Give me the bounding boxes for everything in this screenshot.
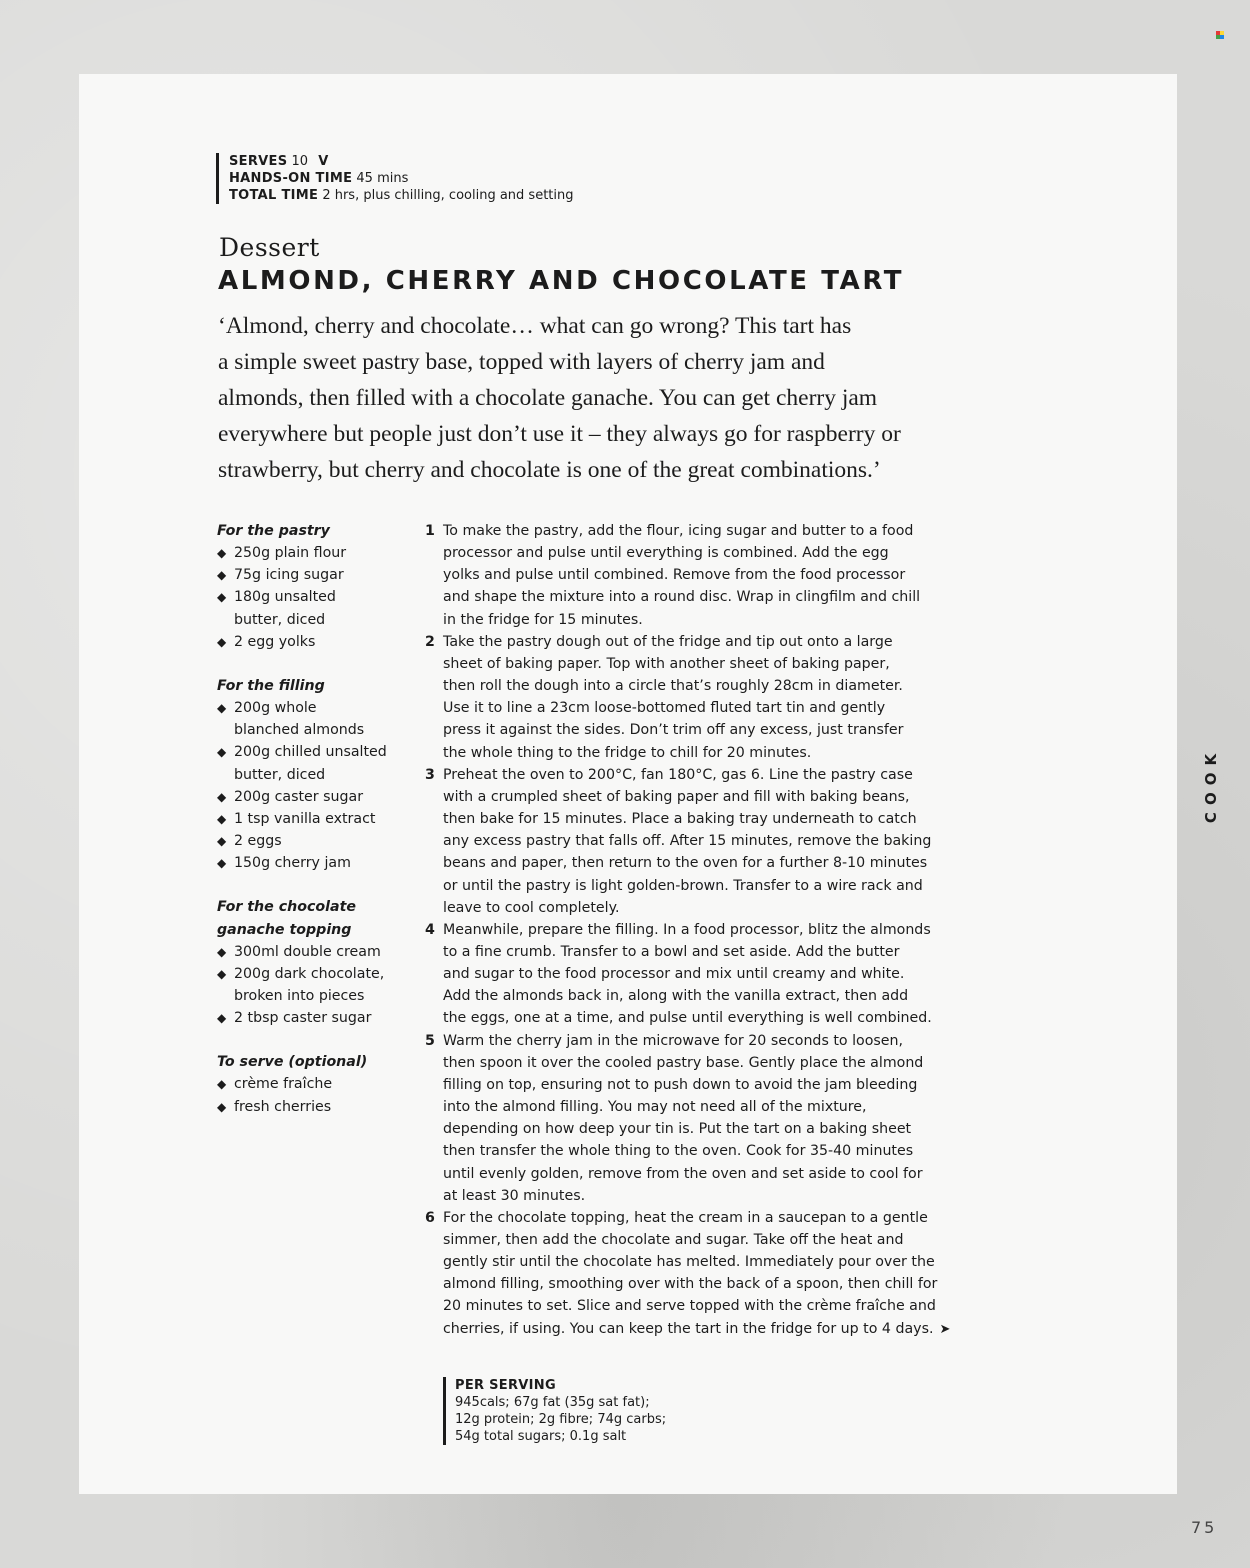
- serves-row: [229, 153, 574, 170]
- step-line: 20 minutes to set. Slice and serve topped with the crème fraîche and: [443, 1298, 936, 1315]
- ingredient-item: [217, 1073, 422, 1095]
- step-number: 1: [425, 523, 435, 539]
- step-line: processor and pulse until everything is combined. Add the egg: [443, 545, 889, 562]
- ingredient-group: [217, 520, 422, 653]
- ingredient-item: [217, 786, 422, 808]
- step-text: [443, 852, 960, 874]
- step-text: [443, 808, 960, 830]
- step-line: yolks and pulse until combined. Remove from the food processor: [443, 567, 906, 584]
- continue-arrow-icon: ➤: [939, 1321, 951, 1337]
- ingredient-group-heading: For the chocolate: [217, 899, 356, 916]
- step-line: in the fridge for 15 minutes.: [443, 611, 643, 628]
- nutrition-line: 945cals; 67g fat (35g sat fat);: [455, 1395, 650, 1410]
- ingredient-text: 200g dark chocolate,: [234, 965, 385, 982]
- step-text: [443, 653, 960, 675]
- step-line: almond filling, smoothing over with the back of a spoon, then chill for: [443, 1276, 938, 1293]
- ingredient-group-heading: ganache topping: [217, 921, 352, 938]
- step-line: depending on how deep your tin is. Put the tart on a baking sheet: [443, 1121, 912, 1138]
- step-text: [443, 1140, 960, 1162]
- method-step: [425, 919, 960, 1030]
- step-text: [443, 963, 960, 985]
- ingredient-text: blanched almonds: [234, 722, 365, 739]
- step-text: [443, 675, 960, 697]
- diamond-bullet-icon: ◆: [217, 1011, 227, 1026]
- total-time-label: TOTAL TIME: [229, 188, 319, 203]
- ingredient-item: [217, 564, 422, 586]
- ingredient-text: 150g cherry jam: [234, 855, 351, 872]
- step-line: For the chocolate topping, heat the cream in a saucepan to a gentle: [443, 1209, 928, 1226]
- total-time-value: 2 hrs, plus chilling, cooling and setting: [322, 188, 574, 203]
- step-text: [443, 1052, 960, 1074]
- step-line: filling on top, ensuring not to push down to avoid the jam bleeding: [443, 1076, 918, 1093]
- ingredient-text: crème fraîche: [234, 1076, 333, 1093]
- ingredient-group: [217, 896, 422, 1029]
- step-text: [443, 586, 960, 608]
- method-steps: [425, 520, 960, 1341]
- step-text: [443, 1118, 960, 1140]
- step-line: and shape the mixture into a round disc. Wrap in clingfilm and chill: [443, 589, 921, 606]
- ingredient-item: [217, 941, 422, 963]
- step-line: cherries, if using. You can keep the tart in the fridge for up to 4 days.: [443, 1320, 934, 1337]
- step-text: [443, 919, 960, 941]
- ingredient-text: 2 tbsp caster sugar: [234, 1010, 372, 1027]
- step-text: [443, 1207, 960, 1229]
- step-text: [443, 564, 960, 586]
- diamond-bullet-icon: ◆: [217, 745, 227, 760]
- intro-line: ‘Almond, cherry and chocolate… what can go wrong? This tart has: [218, 313, 852, 339]
- step-number: 6: [425, 1209, 435, 1226]
- diamond-bullet-icon: ◆: [217, 944, 227, 959]
- ingredient-group-heading: To serve (optional): [217, 1054, 368, 1071]
- ingredient-item: [217, 741, 422, 785]
- step-text: [443, 542, 960, 564]
- step-line: gently stir until the chocolate has melted. Immediately pour over the: [443, 1254, 935, 1271]
- color-mark-blue: [1220, 35, 1224, 39]
- step-text: [443, 697, 960, 719]
- ingredient-group-heading: For the filling: [217, 677, 325, 694]
- hands-on-value: 45 mins: [356, 171, 409, 186]
- ingredient-text: 200g chilled unsalted: [234, 744, 387, 761]
- step-line: Meanwhile, prepare the filling. In a food processor, blitz the almonds: [443, 921, 931, 938]
- step-line: To make the pastry, add the flour, icing sugar and butter to a food: [443, 523, 914, 539]
- ingredient-text: 200g whole: [234, 700, 317, 717]
- serves-label: SERVES: [229, 154, 288, 169]
- nutrition-box: [443, 1377, 666, 1445]
- ingredient-item: [217, 808, 422, 830]
- step-line: Add the almonds back in, along with the vanilla extract, then add: [443, 988, 909, 1005]
- step-text: [443, 1318, 960, 1341]
- page-number: 75: [1191, 1518, 1218, 1537]
- step-text: [443, 1295, 960, 1317]
- ingredient-item: [217, 963, 422, 1007]
- step-text: [443, 631, 960, 653]
- step-text: [443, 1251, 960, 1273]
- method-step: [425, 631, 960, 764]
- intro-line: everywhere but people just don’t use it – they always go for raspberry or: [218, 421, 901, 447]
- step-line: and sugar to the food processor and mix until creamy and white.: [443, 966, 905, 983]
- ingredient-group-heading: For the pastry: [217, 523, 330, 539]
- step-text: [443, 1096, 960, 1118]
- step-line: beans and paper, then return to the oven for a further 8-10 minutes: [443, 855, 928, 872]
- method-step: [425, 1207, 960, 1341]
- step-text: [443, 786, 960, 808]
- ingredients-list: [217, 520, 422, 1118]
- ingredient-item: [217, 1007, 422, 1029]
- vegetarian-marker: V: [318, 154, 329, 169]
- ingredient-text: 2 egg yolks: [234, 633, 316, 650]
- step-text: [443, 609, 960, 631]
- step-text: [443, 742, 960, 764]
- serves-value: 10: [291, 154, 309, 169]
- nutrition-line: 12g protein; 2g fibre; 74g carbs;: [455, 1412, 667, 1427]
- step-line: to a fine crumb. Transfer to a bowl and set aside. Add the butter: [443, 943, 900, 960]
- step-text: [443, 941, 960, 963]
- step-number: 3: [425, 766, 435, 783]
- step-text: [443, 1163, 960, 1185]
- step-line: Warm the cherry jam in the microwave for 20 seconds to loosen,: [443, 1032, 904, 1049]
- intro-line: almonds, then filled with a chocolate ganache. You can get cherry jam: [218, 385, 878, 411]
- ingredient-text: fresh cherries: [234, 1098, 332, 1115]
- diamond-bullet-icon: ◆: [217, 1077, 227, 1092]
- method-step: [425, 1030, 960, 1207]
- ingredient-item: [217, 631, 422, 653]
- ingredient-text: 75g icing sugar: [234, 567, 344, 584]
- diamond-bullet-icon: ◆: [217, 811, 227, 826]
- diamond-bullet-icon: ◆: [217, 789, 227, 804]
- method-step: [425, 520, 960, 631]
- step-line: any excess pastry that falls off. After 15 minutes, remove the baking: [443, 833, 932, 850]
- step-number: 4: [425, 921, 435, 938]
- step-line: then bake for 15 minutes. Place a baking tray underneath to catch: [443, 811, 917, 828]
- diamond-bullet-icon: ◆: [217, 1099, 227, 1114]
- step-line: Preheat the oven to 200°C, fan 180°C, gas 6. Line the pastry case: [443, 766, 913, 783]
- ingredient-group: [217, 675, 422, 874]
- step-line: press it against the sides. Don’t trim off any excess, just transfer: [443, 722, 904, 739]
- step-line: Take the pastry dough out of the fridge and tip out onto a large: [443, 633, 893, 650]
- step-text: [443, 830, 960, 852]
- color-mark-icon: [1216, 31, 1225, 39]
- section-tab: [1199, 745, 1223, 825]
- nutrition-line: 54g total sugars; 0.1g salt: [455, 1429, 627, 1444]
- diamond-bullet-icon: ◆: [217, 834, 227, 849]
- step-line: or until the pastry is light golden-brown. Transfer to a wire rack and: [443, 877, 923, 894]
- step-line: then spoon it over the cooled pastry base. Gently place the almond: [443, 1054, 924, 1071]
- recipe-meta: [216, 153, 574, 204]
- diamond-bullet-icon: ◆: [217, 634, 227, 649]
- step-text: [443, 1074, 960, 1096]
- ingredient-item: [217, 542, 422, 564]
- step-line: simmer, then add the chocolate and sugar. Take off the heat and: [443, 1232, 904, 1248]
- section-tab-label: COOK: [1202, 746, 1220, 824]
- ingredient-text: 1 tsp vanilla extract: [234, 810, 376, 827]
- step-line: with a crumpled sheet of baking paper and fill with baking beans,: [443, 788, 910, 805]
- intro-line: a simple sweet pastry base, topped with layers of cherry jam and: [218, 349, 825, 375]
- intro-line: strawberry, but cherry and chocolate is one of the great combinations.’: [218, 457, 881, 483]
- ingredient-item: [217, 830, 422, 852]
- ingredient-text: 250g plain flour: [234, 545, 347, 562]
- total-time-row: [229, 187, 574, 204]
- step-line: leave to cool completely.: [443, 899, 620, 916]
- step-line: then roll the dough into a circle that’s roughly 28cm in diameter.: [443, 678, 903, 695]
- step-text: [443, 1030, 960, 1052]
- diamond-bullet-icon: ◆: [217, 590, 227, 605]
- diamond-bullet-icon: ◆: [217, 966, 227, 981]
- step-line: until evenly golden, remove from the oven and set aside to cool for: [443, 1165, 923, 1182]
- ingredient-text: 200g caster sugar: [234, 788, 364, 805]
- ingredient-item: [217, 697, 422, 741]
- step-text: [443, 897, 960, 919]
- step-line: then transfer the whole thing to the oven. Cook for 35-40 minutes: [443, 1143, 914, 1160]
- ingredient-text: broken into pieces: [234, 987, 365, 1004]
- method-step: [425, 764, 960, 919]
- ingredient-text: butter, diced: [234, 766, 326, 783]
- ingredient-text: butter, diced: [234, 611, 326, 628]
- intro-quote: [218, 308, 938, 488]
- ingredient-group: [217, 1051, 422, 1117]
- ingredient-item: [217, 852, 422, 874]
- step-line: the eggs, one at a time, and pulse until everything is well combined.: [443, 1010, 932, 1027]
- ingredient-text: 180g unsalted: [234, 589, 336, 606]
- step-text: [443, 719, 960, 741]
- nutrition-heading: PER SERVING: [455, 1378, 556, 1393]
- step-text: [443, 1273, 960, 1295]
- step-text: [443, 1007, 960, 1029]
- recipe-category: Dessert: [219, 233, 320, 262]
- step-line: Use it to line a 23cm loose-bottomed fluted tart tin and gently: [443, 700, 886, 717]
- step-line: at least 30 minutes.: [443, 1187, 586, 1204]
- diamond-bullet-icon: ◆: [217, 568, 227, 583]
- ingredient-item: [217, 1096, 422, 1118]
- step-text: [443, 520, 960, 542]
- recipe-title: ALMOND, CHERRY AND CHOCOLATE TART: [218, 266, 905, 296]
- diamond-bullet-icon: ◆: [217, 701, 227, 716]
- step-number: 2: [425, 633, 435, 650]
- step-text: [443, 1229, 960, 1251]
- step-text: [443, 764, 960, 786]
- hands-on-label: HANDS-ON TIME: [229, 171, 353, 186]
- step-line: sheet of baking paper. Top with another sheet of baking paper,: [443, 655, 890, 672]
- step-text: [443, 985, 960, 1007]
- diamond-bullet-icon: ◆: [217, 546, 227, 561]
- step-text: [443, 1185, 960, 1207]
- step-line: the whole thing to the fridge to chill for 20 minutes.: [443, 744, 812, 761]
- step-line: into the almond filling. You may not need all of the mixture,: [443, 1099, 867, 1116]
- step-text: [443, 875, 960, 897]
- ingredient-text: 2 eggs: [234, 833, 282, 850]
- step-number: 5: [425, 1032, 435, 1049]
- ingredient-item: [217, 586, 422, 630]
- diamond-bullet-icon: ◆: [217, 856, 227, 871]
- ingredient-text: 300ml double cream: [234, 943, 381, 960]
- hands-on-row: [229, 170, 574, 187]
